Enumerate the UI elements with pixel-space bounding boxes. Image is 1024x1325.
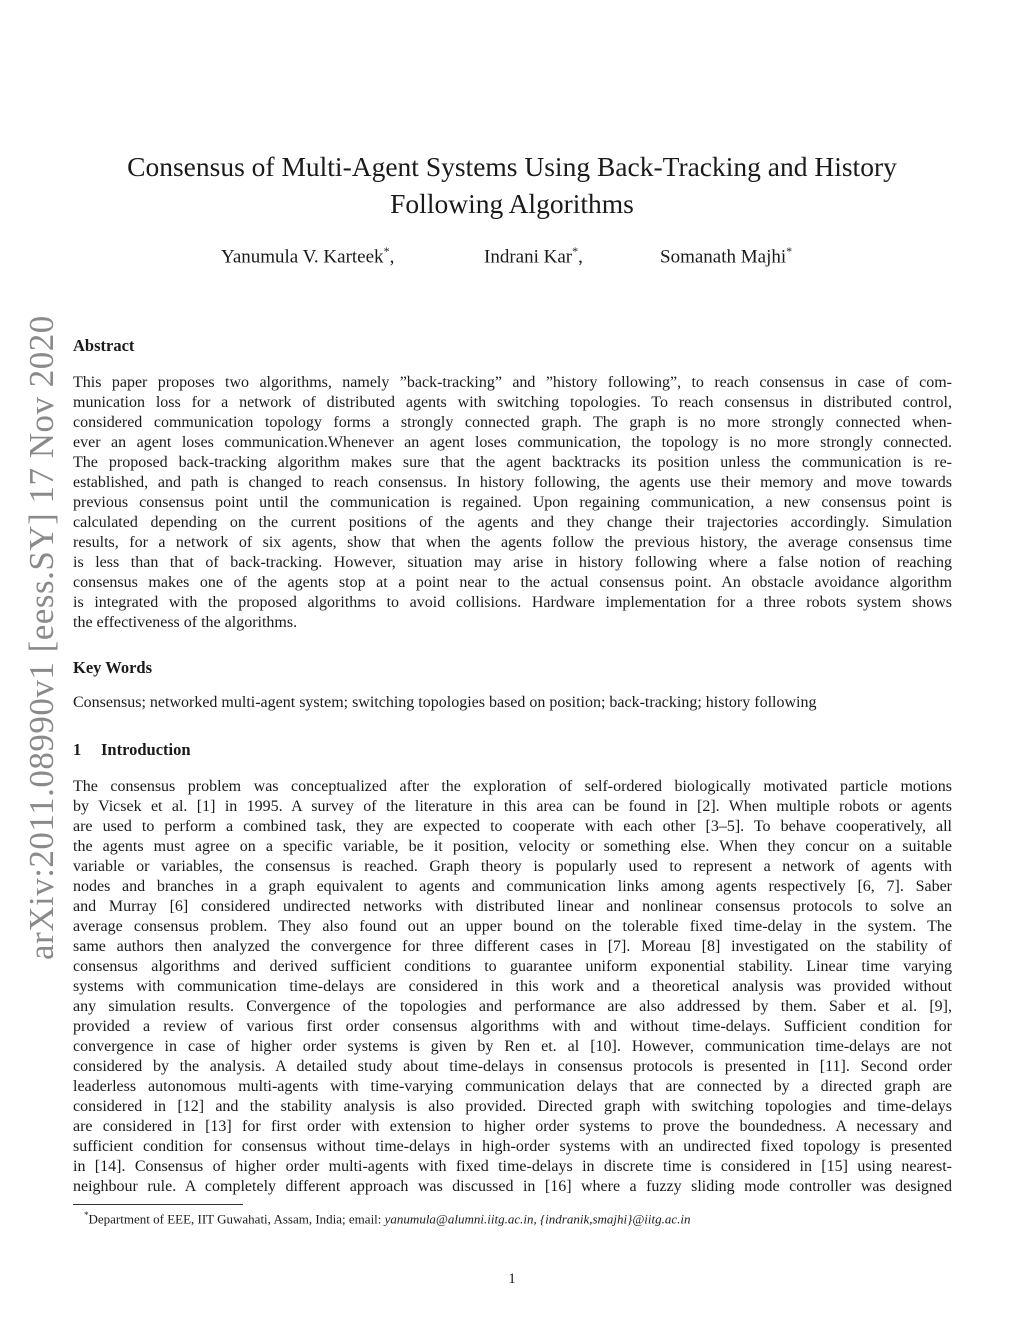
abstract-heading: Abstract <box>73 336 135 355</box>
author-list <box>0 244 1024 270</box>
intro-line: are used to perform a combined task, they are expected to cooperate with each other [3–5]. To behave cooperatively, all <box>73 818 952 835</box>
intro-line: considered in [12] and the stability analysis is also provided. Directed graph with switching topologies and time-delays <box>73 1098 952 1115</box>
intro-line: considered by the analysis. A detailed study about time-delays in consensus protocols is presented in [11]. Second order <box>73 1058 952 1075</box>
section-title: Introduction <box>101 740 191 759</box>
footnote-affiliation: Department of EEE, IIT Guwahati, Assam, India; email: <box>88 1211 385 1227</box>
intro-line: the agents must agree on a specific variable, be it position, velocity or something else. When they concur on a suitable <box>73 838 952 855</box>
introduction-heading <box>73 740 191 760</box>
author-1: Yanumula V. Karteek*, <box>221 244 395 268</box>
author-2: Indrani Kar*, <box>484 244 583 268</box>
footnote-rule <box>73 1204 243 1205</box>
intro-line: systems with communication time-delays are considered in this work and a theoretical analysis was provided without <box>73 978 952 995</box>
intro-line: provided a review of various first order consensus algorithms with and without time-delays. Sufficient condition for <box>73 1018 952 1035</box>
abstract-line: is integrated with the proposed algorithms to avoid collisions. Hardware implementation for a three robots system shows <box>73 594 952 611</box>
author-3: Somanath Majhi* <box>660 244 793 268</box>
intro-line: The consensus problem was conceptualized after the exploration of self-ordered biologically motivated particle motions <box>73 778 952 795</box>
intro-line: by Vicsek et al. [1] in 1995. A survey of the literature in this area can be found in [2]. When multiple robots or agents <box>73 798 952 815</box>
footnote-emails[interactable]: yanumula@alumni.iitg.ac.in, {indranik,smajhi}@iitg.ac.in <box>384 1211 691 1227</box>
abstract-line: The proposed back-tracking algorithm makes sure that the agent backtracks its position unless the communication is re- <box>73 454 952 471</box>
intro-line: and Murray [6] considered undirected networks with distributed linear and nonlinear consensus protocols to solve an <box>73 898 952 915</box>
intro-line: neighbour rule. A completely different approach was discussed in [16] where a fuzzy sliding mode controller was designed <box>73 1178 952 1195</box>
abstract-line: is less than that of back-tracking. However, situation may arise in history following where a false notion of reaching <box>73 554 952 571</box>
intro-line: average consensus problem. They also found out an upper bound on the tolerable fixed time-delay in the system. The <box>73 918 952 935</box>
abstract-line: calculated depending on the current positions of the agents and they change their trajectories accordingly. Simulation <box>73 514 952 531</box>
abstract-line: considered communication topology forms a strongly connected graph. The graph is no more strongly connected when- <box>73 414 952 431</box>
introduction-body <box>73 777 952 1197</box>
intro-line: variable or variables, the consensus is reached. Graph theory is popularly used to represent a network of agents with <box>73 858 952 875</box>
abstract-line: ever an agent loses communication.Whenever an agent loses communication, the topology is no more strongly connected. <box>73 434 952 451</box>
abstract-line: established, and path is changed to reach consensus. In history following, the agents use their memory and move towards <box>73 474 952 491</box>
intro-line: nodes and branches in a graph equivalent to agents and communication links among agents respectively [6, 7]. Saber <box>73 878 952 895</box>
title-line-2: Following Algorithms <box>390 188 634 219</box>
intro-line: convergence in case of higher order systems is given by Ren et. al [10]. However, communication time-delays are not <box>73 1038 952 1055</box>
intro-line: any simulation results. Convergence of the topologies and performance are also addressed by them. Saber et al. [9], <box>73 998 952 1015</box>
intro-line: leaderless autonomous multi-agents with time-varying communication delays that are connected by a directed graph are <box>73 1078 952 1095</box>
abstract-body <box>73 373 952 633</box>
intro-line: consensus algorithms and derived sufficient conditions to guarantee uniform exponential stability. Linear time varying <box>73 958 952 975</box>
abstract-line: previous consensus point until the communication is regained. Upon regaining communication, a new consensus point is <box>73 494 952 511</box>
page-number: 1 <box>508 1271 516 1287</box>
keywords-heading: Key Words <box>73 658 152 677</box>
title-line-1: Consensus of Multi-Agent Systems Using Back-Tracking and History <box>127 151 897 182</box>
intro-line: sufficient condition for consensus without time-delays in high-order systems with an undirected fixed topology is presented <box>73 1138 952 1155</box>
arxiv-identifier: arXiv:2011.08990v1 [eess.SY] 17 Nov 2020 <box>22 315 61 960</box>
paper-title <box>90 148 934 222</box>
section-number: 1 <box>73 740 82 759</box>
intro-line: in [14]. Consensus of higher order multi-agents with fixed time-delays in discrete time is considered in [15] using nearest- <box>73 1158 952 1175</box>
intro-line: are considered in [13] for first order with extension to higher order systems to prove the boundedness. A necessary and <box>73 1118 952 1135</box>
abstract-line: consensus makes one of the agents stop at a point near to the actual consensus point. An obstacle avoidance algorithm <box>73 574 952 591</box>
keywords-text: Consensus; networked multi-agent system; switching topologies based on position; back-tracking; history following <box>73 694 817 711</box>
footnote <box>84 1210 691 1227</box>
footnote-mark: * <box>84 1210 89 1220</box>
abstract-line: the effectiveness of the algorithms. <box>73 614 298 631</box>
intro-line: same authors then analyzed the convergence for three different cases in [7]. Moreau [8] investigated on the stability of <box>73 938 952 955</box>
abstract-line: This paper proposes two algorithms, namely ”back-tracking” and ”history following”, to reach consensus in case of com- <box>73 374 952 391</box>
abstract-line: munication loss for a network of distributed agents with switching topologies. To reach consensus in distributed control, <box>73 394 952 411</box>
abstract-line: results, for a network of six agents, show that when the agents follow the previous history, the average consensus time <box>73 534 952 551</box>
